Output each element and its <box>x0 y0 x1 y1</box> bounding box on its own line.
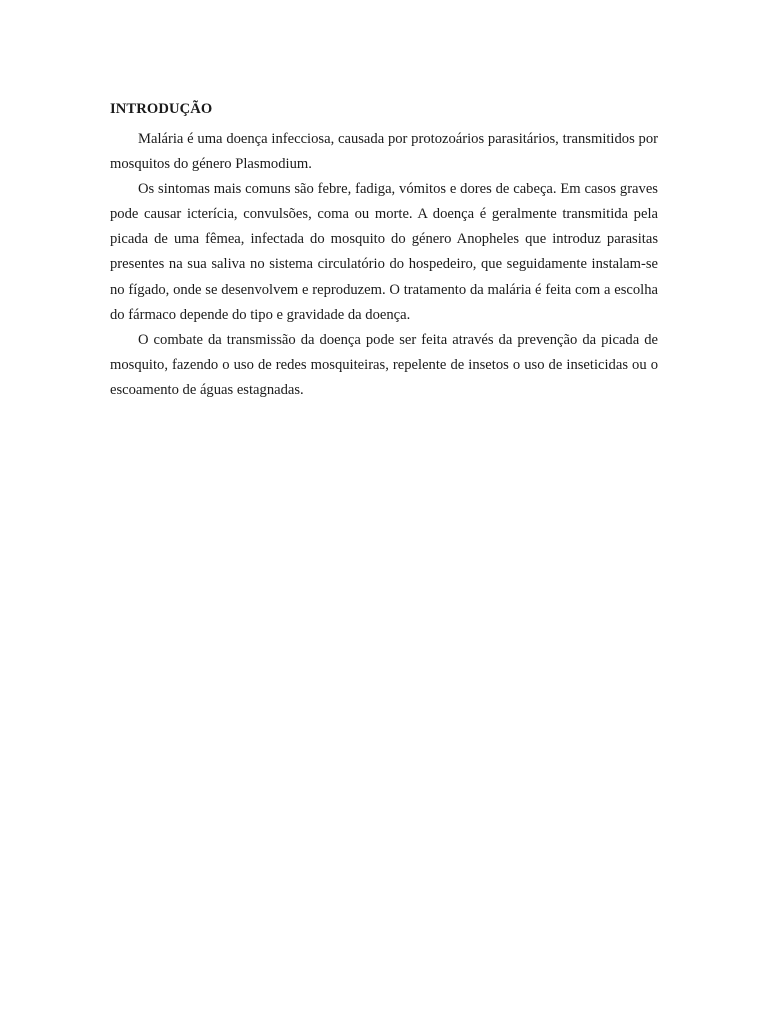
paragraph-1: Malária é uma doença infecciosa, causada por protozoários parasitários, transmitidos por mosquitos do género Plasmodium. <box>110 131 658 173</box>
section-heading: INTRODUÇÃO <box>110 101 213 117</box>
paragraph-3: O combate da transmissão da doença pode ser feita através da prevenção da picada de mosquito, fazendo o uso de redes mosquiteiras, repelente de insetos o uso de inseticidas ou o escoamento de águas estagnadas. <box>110 331 658 398</box>
document-body <box>110 99 658 403</box>
paragraph-2: Os sintomas mais comuns são febre, fadiga, vómitos e dores de cabeça. Em casos graves pode causar icterícia, convulsões, coma ou morte. A doença é geralmente transmitida pela picada de uma fêmea, infectada do mosquito do género Anopheles que introduz parasitas presentes na sua saliva no sistema circulatório do hospedeiro, que seguidamente instalam-se no fígado, onde se desenvolvem e reproduzem. O tratamento da malária é feita com a escolha do fármaco depende do tipo e gravidade da doença. <box>110 181 658 323</box>
